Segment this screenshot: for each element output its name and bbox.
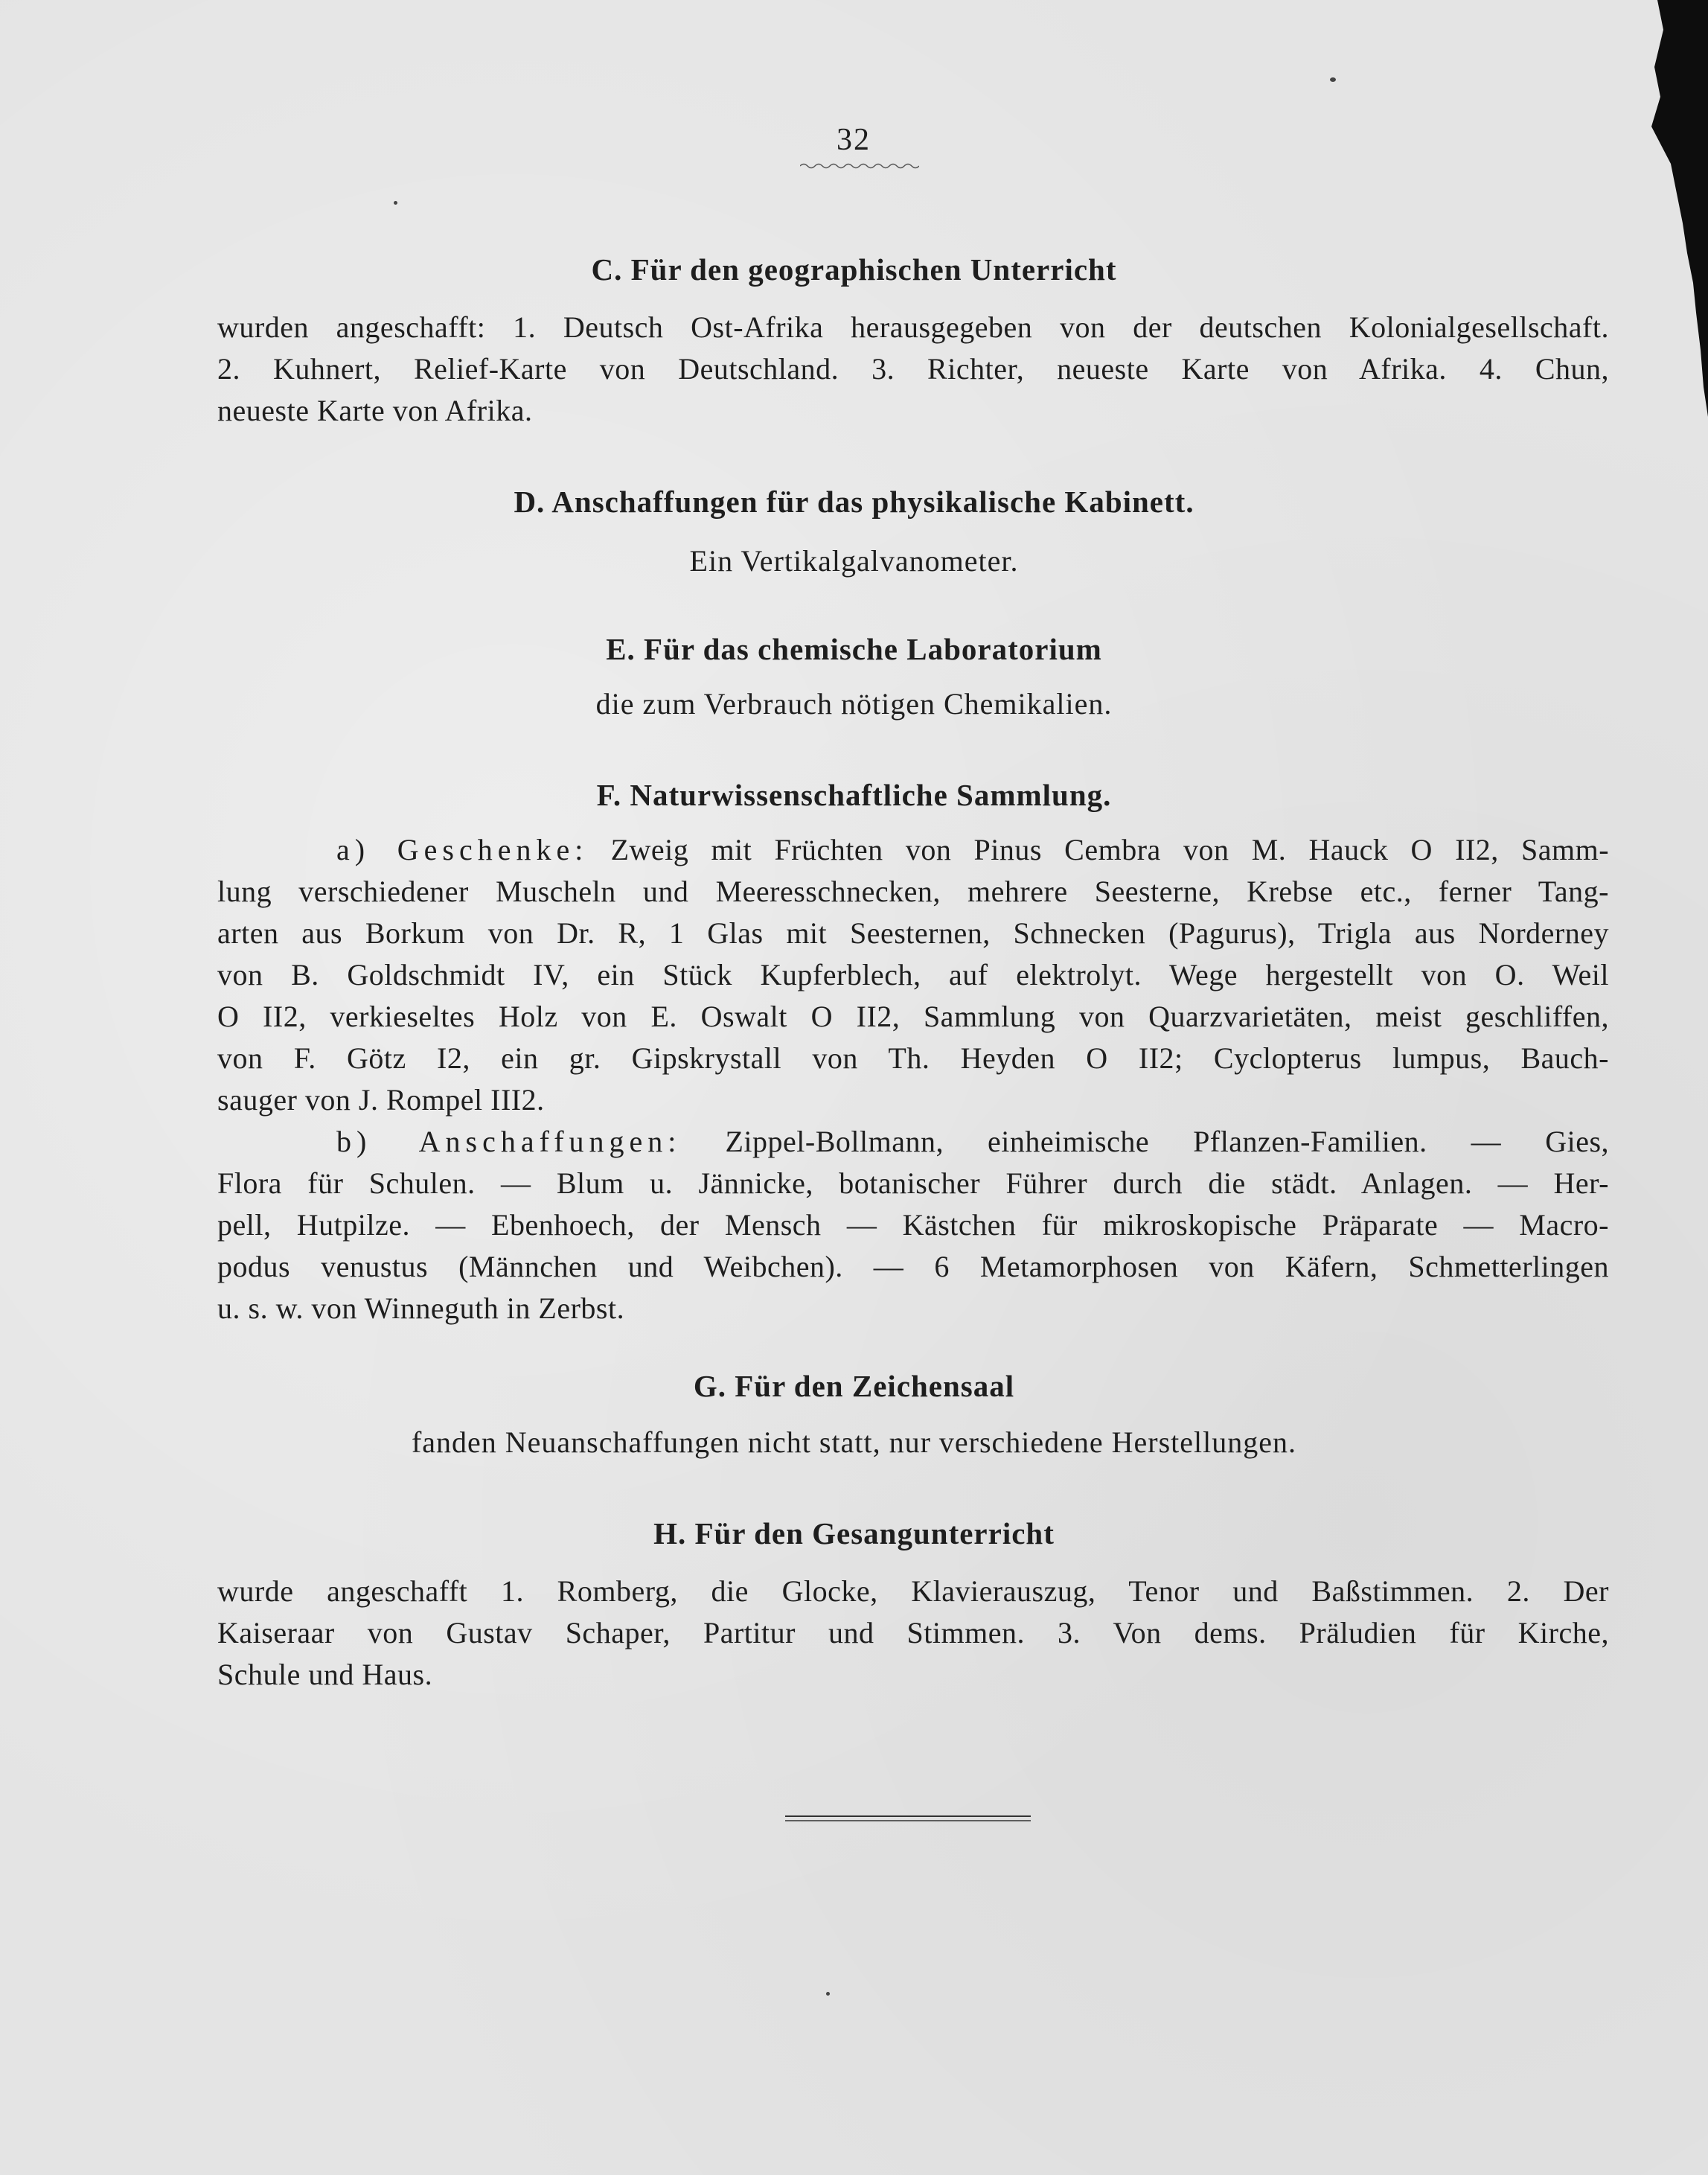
section-e-text: die zum Verbrauch nötigen Chemikalien. [595,687,1113,721]
section-d-text: Ein Vertikalgalvanometer. [689,544,1019,578]
section-c-line-1: wurden angeschafft: 1. Deutsch Ost-Afrika herausgegeben von der deutschen Kolonialgesellschaft. [217,310,1609,344]
page-number: 32 [837,123,871,157]
section-f-b-line-4: podus venustus (Männchen und Weibchen). — 6 Metamorphosen von Käfern, Schmetterlingen [217,1250,1609,1283]
section-g-heading: G. Für den Zeichensaal [693,1369,1015,1403]
section-f-a-line-7: sauger von J. Rompel III2. [217,1083,545,1117]
section-f-b-line-3: pell, Hutpilze. — Ebenhoech, der Mensch — Kästchen für mikroskopische Präparate — Macro- [217,1208,1609,1242]
section-f-b-label: b) Anschaffungen: [336,1125,682,1158]
section-f-a-line-1 [336,829,1609,871]
section-f-a-text-1: Zweig mit Früchten von Pinus Cembra von M. Hauck O II2, Samm- [610,833,1610,866]
scan-speck [394,201,397,205]
section-h-line-3: Schule und Haus. [217,1658,433,1691]
section-h-line-2: Kaiseraar von Gustav Schaper, Partitur und Stimmen. 3. Von dems. Präludien für Kirche, [217,1616,1609,1649]
section-f-a-line-2: lung verschiedener Muscheln und Meeresschnecken, mehrere Seesterne, Krebse etc., ferner Tang- [217,875,1609,908]
section-d-heading: D. Anschaffungen für das physikalische Kabinett. [514,485,1194,519]
scan-speck [1330,77,1336,82]
section-g-text: fanden Neuanschaffungen nicht statt, nur verschiedene Herstellungen. [411,1425,1297,1459]
section-f-a-line-3: arten aus Borkum von Dr. R, 1 Glas mit Seesternen, Schnecken (Pagurus), Trigla aus Norderney [217,916,1609,950]
section-c-line-2: 2. Kuhnert, Relief-Karte von Deutschland. 3. Richter, neueste Karte von Afrika. 4. Chun, [217,352,1609,386]
section-c-heading: C. Für den geographischen Unterricht [591,252,1117,287]
scan-speck [826,1992,830,1996]
section-f-b-line-5: u. s. w. von Winneguth in Zerbst. [217,1291,625,1325]
section-f-heading: F. Naturwissenschaftliche Sammlung. [596,778,1112,812]
section-f-a-line-4: von B. Goldschmidt IV, ein Stück Kupferblech, auf elektrolyt. Wege hergestellt von O. Weil [217,958,1609,991]
section-f-a-label: a) Geschenke: [336,833,589,866]
section-h-line-1: wurde angeschafft 1. Romberg, die Glocke, Klavierauszug, Tenor und Baßstimmen. 2. Der [217,1574,1609,1608]
section-f-a-line-6: von F. Götz I2, ein gr. Gipskrystall von Th. Heyden O II2; Cyclopterus lumpus, Bauch- [217,1041,1609,1075]
closing-double-rule [785,1815,1031,1822]
section-f-b-text-1: Zippel-Bollmann, einheimische Pflanzen-Familien. — Gies, [725,1125,1610,1158]
section-f-b-line-1 [336,1121,1609,1163]
page-number-wavy-rule [800,162,919,170]
section-e-heading: E. Für das chemische Laboratorium [606,632,1102,666]
torn-paper-edge [1641,0,1708,417]
section-c-line-3: neueste Karte von Afrika. [217,394,533,427]
section-h-heading: H. Für den Gesangunterricht [653,1516,1055,1550]
section-f-b-line-2: Flora für Schulen. — Blum u. Jännicke, botanischer Führer durch die städt. Anlagen. — Her- [217,1166,1609,1200]
section-f-a-line-5: O II2, verkieseltes Holz von E. Oswalt O II2, Sammlung von Quarzvarietäten, meist geschliffen, [217,1000,1609,1033]
